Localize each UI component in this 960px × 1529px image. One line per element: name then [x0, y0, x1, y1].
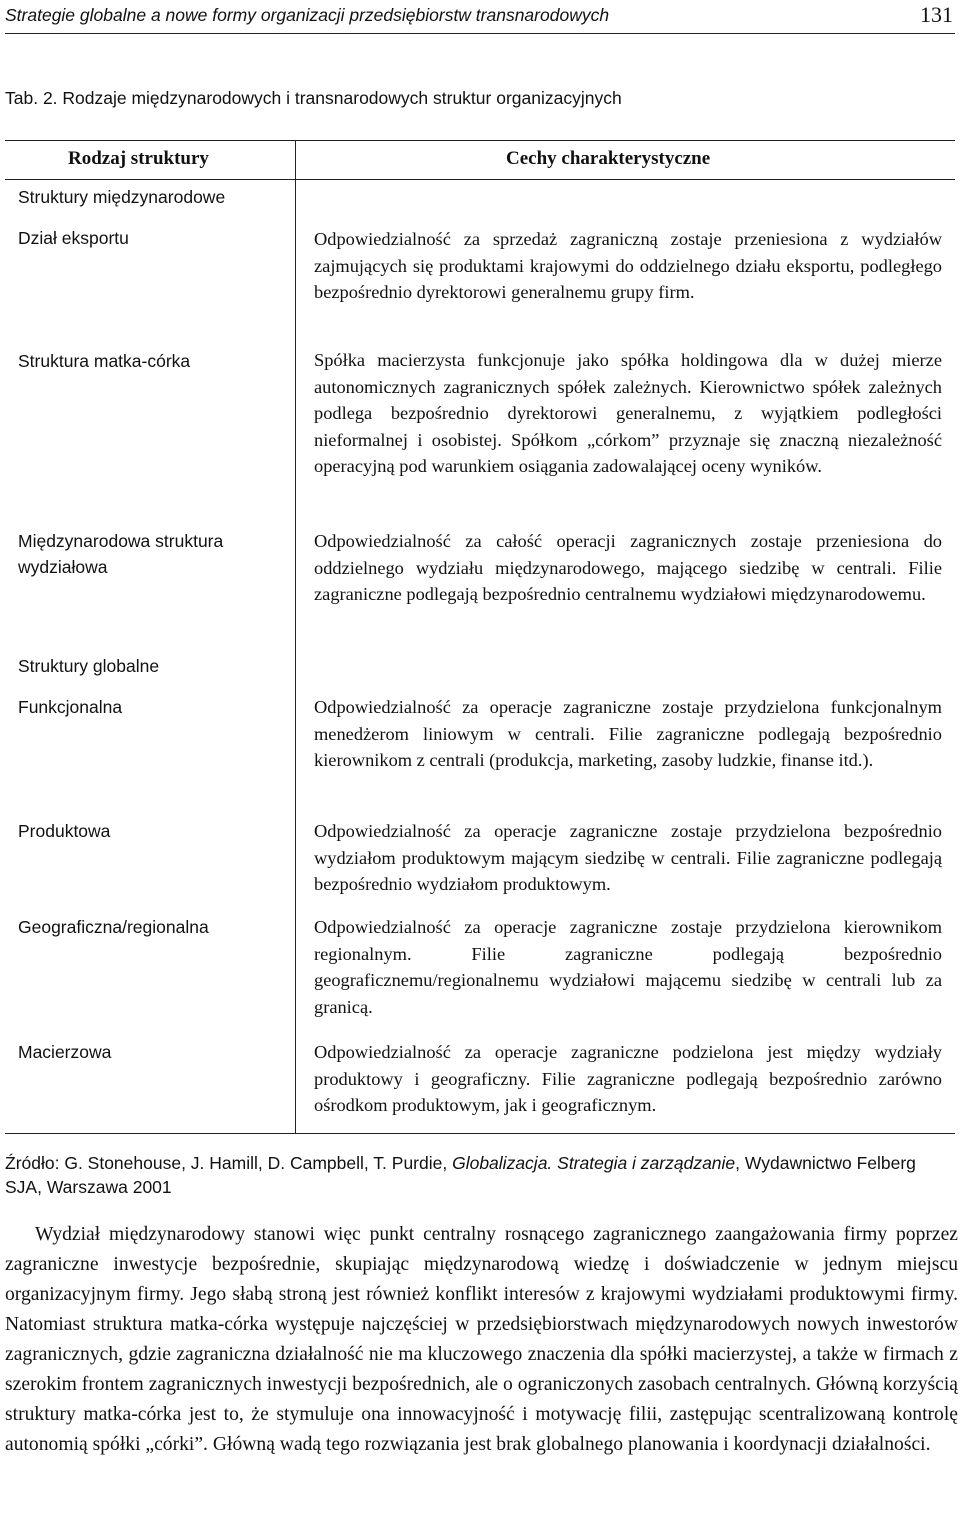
running-header	[5, 0, 955, 34]
source-book-title: Globalizacja. Strategia i zarządzanie	[452, 1153, 736, 1173]
row-type-geographic: Geograficzna/regionalna	[18, 917, 209, 937]
row-type-parent-child: Struktura matka-córka	[18, 351, 191, 371]
body-paragraph: Wydział międzynarodowy stanowi więc punkt centralny rosnącego zagranicznego zaangażowania firmy poprzez zagraniczne inwestycje bezpośrednie, skupiając międzynarodową wiedzę i doświadczenie w jednym miejscu organizacyjnym firmy. Jego słabą stroną jest również konflikt interesów z krajowymi wydziałami produktowymi firmy. Natomiast struktura matka-córka występuje najczęściej w przedsiębiorstwach międzynarodowych nowych inwestorów zagranicznych, gdzie zagraniczna działalność nie ma kluczowego znaczenia dla spółki macierzystej, a także w firmach z szerokim frontem zagranicznych inwestycji bezpośrednich, ale o ograniczonych zasobach centralnych. Główną korzyścią struktury matka-córka jest to, że stymuluje ona innowacyjność i motywację filii, zastępując scentralizowaną kontrolę autonomią spółki „córki”. Główną wadą tego rozwiązania jest brak globalnego planowania i koordynacji działalności.	[5, 1224, 958, 1455]
row-type-matrix: Macierzowa	[18, 1042, 112, 1062]
row-desc-parent-child: Spółka macierzysta funkcjonuje jako spółka holdingowa dla w dużej mierze autonomicznych zagranicznych spółek zależnych. Kierownictwo spółek zależnych podlega bezpośrednio dyrektorowi generalnemu, z wyjątkiem podległości nieformalnej i osobistej. Spółkom „córkom” przyznaje się znaczną niezależność operacyjną pod warunkiem osiągania zadowalającej oceny wyników.	[314, 350, 942, 476]
column-header-type: Rodzaj struktury	[68, 148, 209, 169]
group-label-global: Struktury globalne	[18, 656, 160, 676]
column-divider	[295, 141, 296, 1133]
running-title: Strategie globalne a nowe formy organizacji przedsiębiorstw transnarodowych	[5, 5, 610, 25]
source-note	[5, 1151, 957, 1199]
row-type-international-division: Międzynarodowa struktura wydziałowa	[18, 531, 224, 577]
source-suffix: , Wydawnictwo Felberg SJA, Warszawa 2001	[5, 1153, 916, 1197]
row-type-export: Dział eksportu	[18, 228, 129, 248]
row-type-product: Produktowa	[18, 821, 111, 841]
group-label-international: Struktury międzynarodowe	[18, 187, 226, 207]
page-number: 131	[920, 2, 953, 27]
header-divider	[5, 179, 955, 180]
structures-table	[5, 140, 955, 1134]
row-desc-functional: Odpowiedzialność za operacje zagraniczne zostaje przydzielona funkcjonalnym menedżerom liniowym w centrali. Filie zagraniczne podlegają bezpośrednio kierownikom z centrali (produkcja, marketing, zasoby ludzkie, finanse itd.).	[314, 697, 942, 770]
row-desc-export: Odpowiedzialność za sprzedaż zagraniczną zostaje przeniesiona z wydziałów zajmujących się produktami krajowymi do oddzielnego działu eksportu, podległego bezpośrednio dyrektorowi generalnemu grupy firm.	[314, 229, 942, 302]
row-desc-matrix: Odpowiedzialność za operacje zagraniczne podzielona jest między wydziały produktowy i geograficzny. Filie zagraniczne podlegają bezpośrednio zarówno ośrodkom produktowym, jak i geograficznym.	[314, 1042, 942, 1115]
row-desc-international-division: Odpowiedzialność za całość operacji zagranicznych zostaje przeniesiona do oddzielnego wydziału międzynarodowego, mającego siedzibę w centrali. Filie zagraniczne podlegają bezpośrednio centralnemu wydziałowi międzynarodowemu.	[314, 531, 942, 604]
table-caption: Tab. 2. Rodzaje międzynarodowych i transnarodowych struktur organizacyjnych	[5, 88, 622, 108]
source-prefix: Źródło: G. Stonehouse, J. Hamill, D. Campbell, T. Purdie,	[5, 1153, 453, 1173]
column-header-features: Cechy charakterystyczne	[506, 148, 711, 169]
row-type-functional: Funkcjonalna	[18, 697, 123, 717]
row-desc-product: Odpowiedzialność za operacje zagraniczne zostaje przydzielona bezpośrednio wydziałom produktowym mającym siedzibę w centrali. Filie zagraniczne podlegają bezpośrednio wydziałom produktowym.	[314, 821, 942, 894]
row-desc-geographic: Odpowiedzialność za operacje zagraniczne zostaje przydzielona kierownikom regionalnym. Filie zagraniczne podlegają bezpośrednio geograficznemu/regionalnemu wydziałowi mającemu siedzibę w centrali lub za granicą.	[314, 917, 942, 1017]
